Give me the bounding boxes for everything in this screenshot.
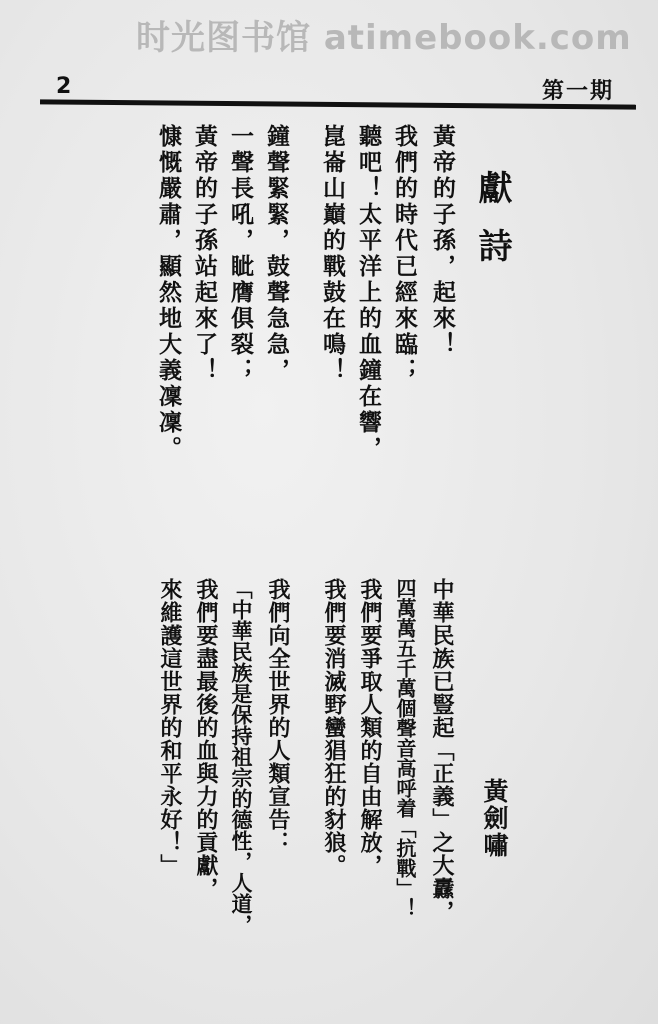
poem-line: 我們要爭取人類的自由解放， bbox=[357, 578, 383, 877]
poem-line: 我們要盡最後的血與力的貢獻， bbox=[193, 578, 219, 900]
poem-line: 黃帝的子孫站起來了！ bbox=[191, 124, 218, 384]
poem-title: 獻詩 bbox=[472, 170, 512, 286]
poem-author: 黃劍嘯 bbox=[480, 778, 509, 859]
poem-line: 我們要消滅野蠻猖狂的豺狼。 bbox=[321, 578, 347, 877]
poem-line: 我們向全世界的人類宣告： bbox=[265, 578, 291, 854]
poem-line: 「中華民族是保持祖宗的德性，人道， bbox=[229, 578, 254, 935]
poem-line: 崑崙山巔的戰鼓在鳴！ bbox=[319, 124, 346, 384]
poem-line: 黃帝的子孫，起來！ bbox=[429, 124, 456, 358]
running-header: 第一期 bbox=[541, 78, 614, 104]
watermark-text: 时光图书馆 atimebook.com bbox=[136, 18, 632, 58]
page-number: 2 bbox=[56, 74, 72, 99]
poem-line: 中華民族已豎起「正義」之大纛， bbox=[429, 578, 455, 923]
poem-line: 慷慨嚴肅，顯然地大義凜凜。 bbox=[155, 124, 182, 462]
poem-line: 四萬萬五千萬個聲音高呼着「抗戰」！ bbox=[393, 578, 417, 918]
poem-line: 一聲長吼，眦膺俱裂； bbox=[227, 124, 254, 384]
poem-line: 來維護這世界的和平永好！」 bbox=[157, 578, 183, 877]
poem-line: 聽吧！太平洋上的血鐘在響， bbox=[355, 124, 382, 462]
poem-line: 鐘聲緊緊，鼓聲急急， bbox=[263, 124, 290, 384]
poem-line: 我們的時代已經來臨； bbox=[391, 124, 418, 384]
